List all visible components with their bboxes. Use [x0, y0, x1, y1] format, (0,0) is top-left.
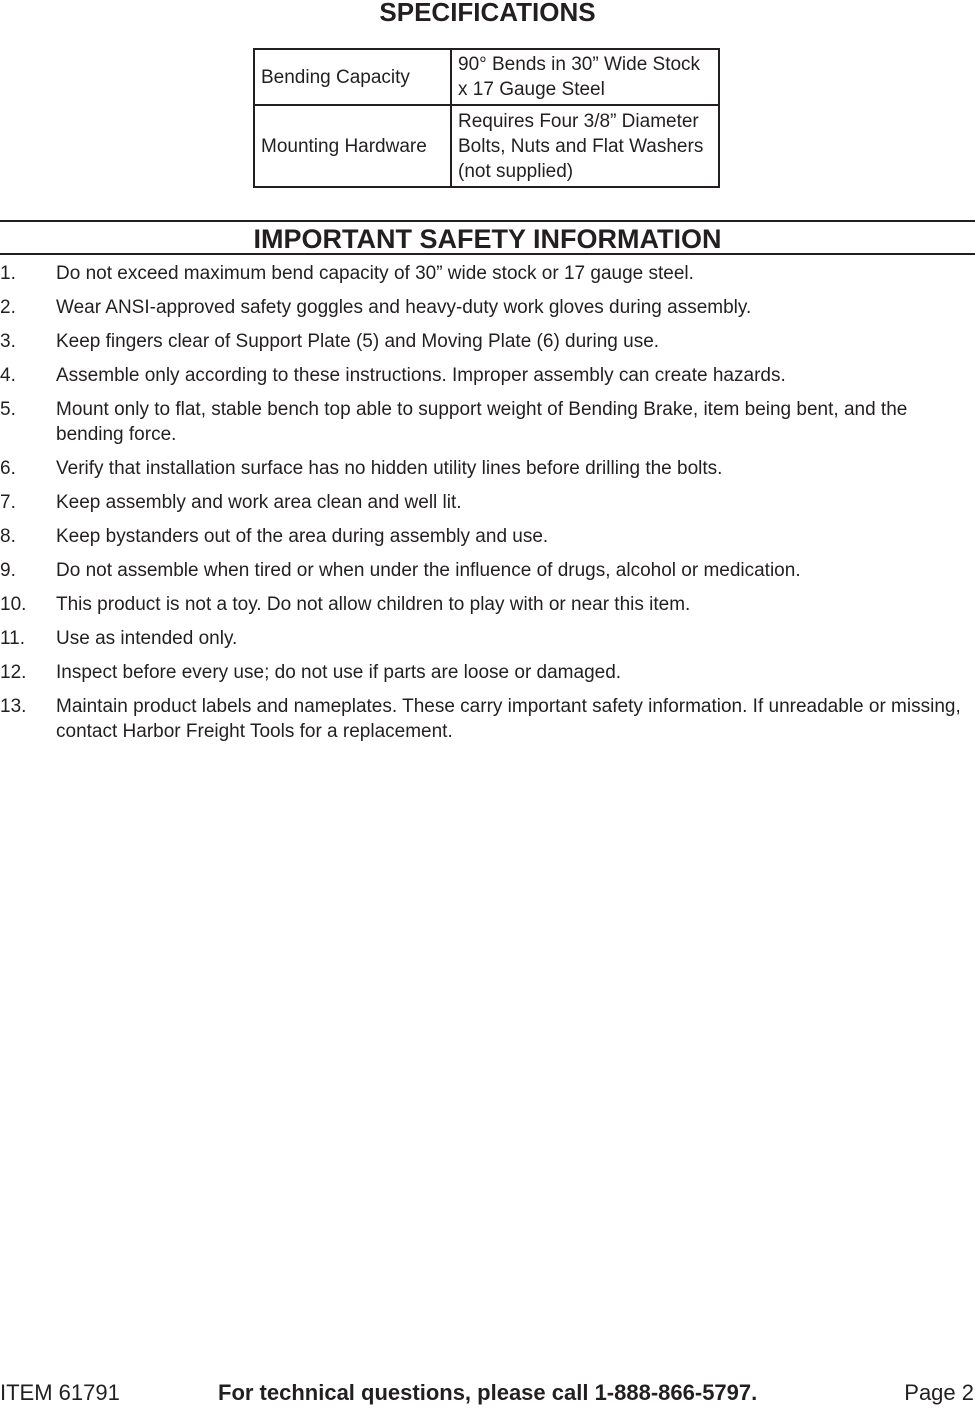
safety-item — [0, 694, 961, 744]
spec-value: Requires Four 3/8” Diameter Bolts, Nuts and Flat Washers (not supplied) — [451, 105, 719, 187]
spec-row-bending-capacity — [254, 49, 719, 105]
technical-contact: For technical questions, please call 1-888-866-5797. — [218, 1380, 758, 1405]
item-text: This product is not a toy. Do not allow children to play with or near this item. — [56, 594, 691, 615]
safety-item — [0, 397, 961, 447]
item-text: Do not exceed maximum bend capacity of 30” wide stock or 17 gauge steel. — [56, 263, 694, 284]
page-footer — [0, 1378, 975, 1408]
item-number: 10. — [0, 594, 27, 615]
safety-heading: IMPORTANT SAFETY INFORMATION — [0, 220, 975, 255]
item-text: Wear ANSI-approved safety goggles and heavy-duty work gloves during assembly. — [56, 297, 752, 318]
item-text: Verify that installation surface has no hidden utility lines before drilling the bolts. — [56, 458, 723, 479]
item-text: Inspect before every use; do not use if parts are loose or damaged. — [56, 662, 622, 683]
safety-item — [0, 329, 961, 354]
spec-label: Mounting Hardware — [254, 105, 451, 187]
item-text: Maintain product labels and nameplates. These carry important safety information. If unreadable or missing, contact Harbor Freight Tools for a replacement. — [56, 696, 961, 742]
safety-item — [0, 592, 961, 617]
safety-item — [0, 490, 961, 515]
item-number: 6. — [0, 458, 16, 479]
item-text: Keep assembly and work area clean and well lit. — [56, 492, 462, 513]
item-number: 1. — [0, 263, 16, 284]
item-text: Assemble only according to these instructions. Improper assembly can create hazards. — [56, 365, 786, 386]
safety-item — [0, 456, 961, 481]
safety-item — [0, 363, 961, 388]
item-text: Mount only to flat, stable bench top able to support weight of Bending Brake, item being bent, and the bending force. — [56, 399, 908, 445]
specifications-table — [253, 48, 720, 188]
spec-value: 90° Bends in 30” Wide Stock x 17 Gauge Steel — [451, 49, 719, 105]
spec-row-mounting-hardware — [254, 105, 719, 187]
item-text: Do not assemble when tired or when under the influence of drugs, alcohol or medication. — [56, 560, 801, 581]
safety-item — [0, 295, 961, 320]
item-number: 9. — [0, 560, 16, 581]
item-number: 11. — [0, 628, 26, 649]
item-number: 4. — [0, 365, 16, 386]
item-text: Use as intended only. — [56, 628, 238, 649]
item-number: 3. — [0, 331, 16, 352]
item-number-label: ITEM 61791 — [0, 1380, 120, 1405]
item-text: Keep fingers clear of Support Plate (5) and Moving Plate (6) during use. — [56, 331, 660, 352]
safety-item — [0, 524, 961, 549]
item-number: 8. — [0, 526, 16, 547]
item-number: 5. — [0, 399, 16, 420]
page-number: Page 2 — [904, 1380, 974, 1405]
item-number: 12. — [0, 662, 27, 683]
safety-list — [0, 261, 975, 753]
item-number: 7. — [0, 492, 16, 513]
item-text: Keep bystanders out of the area during assembly and use. — [56, 526, 549, 547]
safety-item — [0, 261, 961, 286]
safety-item — [0, 626, 961, 651]
safety-item — [0, 558, 961, 583]
specifications-title: SPECIFICATIONS — [379, 0, 596, 27]
item-number: 13. — [0, 696, 27, 717]
spec-label: Bending Capacity — [254, 49, 451, 105]
safety-item — [0, 660, 961, 685]
item-number: 2. — [0, 297, 16, 318]
